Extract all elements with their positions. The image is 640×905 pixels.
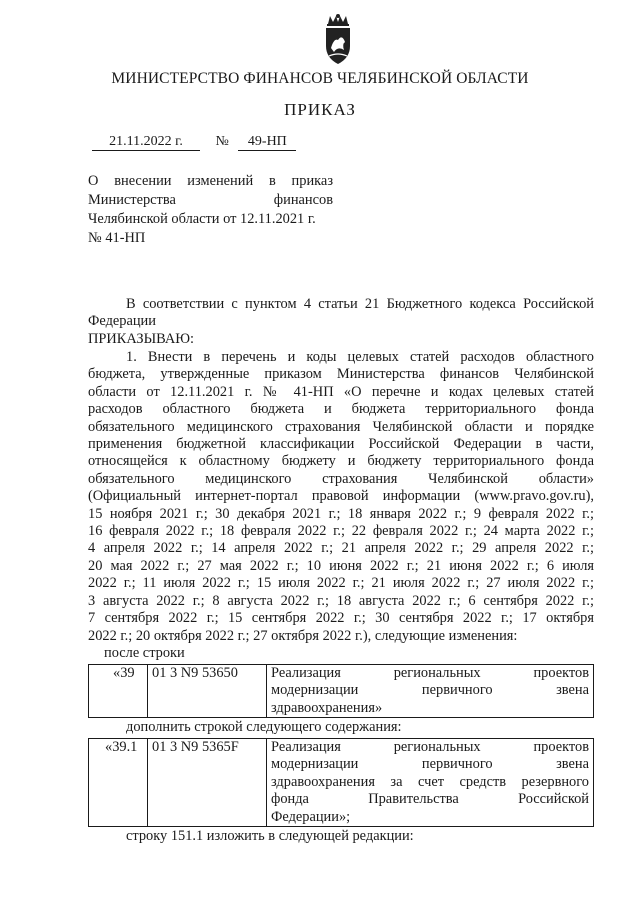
subject-line: Челябинской области от 12.11.2021 г. — [88, 211, 316, 227]
after-row-label: после строки — [104, 644, 185, 661]
item-1-line: бюджета, утвержденные приказом Министерства финансов Челябинской — [88, 366, 594, 383]
code-table-new-row — [88, 738, 594, 827]
subject-line: № 41-НП — [88, 230, 146, 246]
description-line: Федерации»; — [271, 808, 351, 825]
description-cell — [267, 665, 594, 718]
order-subject — [88, 172, 333, 248]
item-1-paragraph — [88, 349, 594, 662]
description-cell — [267, 739, 594, 827]
item-1-line: (Официальный интернет-портал правовой информации (www.pravo.gov.ru), — [88, 488, 594, 505]
target-code-cell: 01 3 N9 53650 — [148, 665, 267, 718]
item-1-line: 7 сентября 2022 г.; 15 сентября 2022 г.; 30 сентября 2022 г.; 17 октября — [88, 610, 594, 627]
final-instruction: строку 151.1 изложить в следующей редакции: — [126, 828, 414, 844]
description-line: модернизации первичного звена — [271, 756, 589, 773]
coat-of-arms-emblem — [318, 12, 358, 68]
description-line: Реализация региональных проектов — [271, 665, 589, 681]
code-table-existing-row — [88, 664, 594, 718]
description-line: фонда Правительства Российской — [271, 791, 589, 808]
description-line: модернизации первичного звена — [271, 682, 589, 699]
order-number: 49-НП — [238, 134, 296, 151]
number-label: № — [215, 134, 229, 149]
description-line: здравоохранения» — [271, 699, 383, 716]
ministry-name: МИНИСТЕРСТВО ФИНАНСОВ ЧЕЛЯБИНСКОЙ ОБЛАСТИ — [111, 70, 529, 87]
subject-line: О внесении изменений в приказ — [88, 173, 333, 189]
table-row — [89, 739, 594, 827]
table-row — [89, 665, 594, 718]
item-1-line: обязательного медицинского страхования Челябинской области» — [88, 470, 594, 487]
item-1-line: 15 ноября 2021 г.; 30 декабря 2021 г.; 18 января 2022 г.; 9 февраля 2022 г.; — [88, 505, 594, 522]
add-row-label: дополнить строкой следующего содержания: — [126, 719, 402, 735]
item-1-line: относящейся к областному бюджету и бюджету территориального фонда — [88, 453, 594, 470]
item-1-line: 4 апреля 2022 г.; 14 апреля 2022 г.; 21 апреля 2022 г.; 29 апреля 2022 г.; — [88, 540, 594, 557]
item-1-line: 16 февраля 2022 г.; 18 февраля 2022 г.; 22 февраля 2022 г.; 24 марта 2022 г.; — [88, 523, 594, 540]
item-1-line: 3 августа 2022 г.; 8 августа 2022 г.; 18 августа 2022 г.; 6 сентября 2022 г.; — [88, 592, 594, 609]
order-word: ПРИКАЗЫВАЮ: — [88, 330, 195, 347]
row-number-cell: «39 — [89, 665, 148, 718]
document-type-title: ПРИКАЗ — [284, 100, 356, 119]
item-1-line: 1. Внести в перечень и коды целевых статей расходов областного — [126, 349, 594, 365]
date-number-line — [92, 134, 296, 151]
order-date: 21.11.2022 г. — [92, 134, 200, 151]
item-1-line: 20 мая 2022 г.; 27 мая 2022 г.; 10 июня 2022 г.; 21 июня 2022 г.; 6 июля — [88, 557, 594, 574]
item-1-line: расходов областного бюджета и бюджета территориального фонда — [88, 401, 594, 418]
preamble-line: Федерации — [88, 313, 156, 330]
preamble-paragraph — [88, 296, 594, 348]
item-1-line: обязательного медицинского страхования Челябинской области и порядке — [88, 418, 594, 435]
item-1-line: применения бюджетной классификации Российской Федерации в части, — [88, 436, 594, 453]
subject-line: Министерства финансов — [88, 192, 333, 208]
item-1-line: области от 12.11.2021 г. № 41-НП «О перечне и кодах целевых статей — [88, 383, 594, 400]
description-line: Реализация региональных проектов — [271, 739, 589, 755]
item-1-line: 2022 г.; 11 июля 2022 г.; 15 июля 2022 г.; 21 июля 2022 г.; 27 июля 2022 г.; — [88, 575, 594, 592]
item-1-line: 2022 г.; 20 октября 2022 г.; 27 октября 2022 г.), следующие изменения: — [88, 627, 518, 644]
description-line: здравоохранения за счет средств резервного — [271, 773, 589, 790]
preamble-line: В соответствии с пунктом 4 статьи 21 Бюджетного кодекса Российской — [126, 296, 594, 312]
target-code-cell: 01 3 N9 5365F — [148, 739, 267, 827]
row-number-cell: «39.1 — [89, 739, 148, 827]
